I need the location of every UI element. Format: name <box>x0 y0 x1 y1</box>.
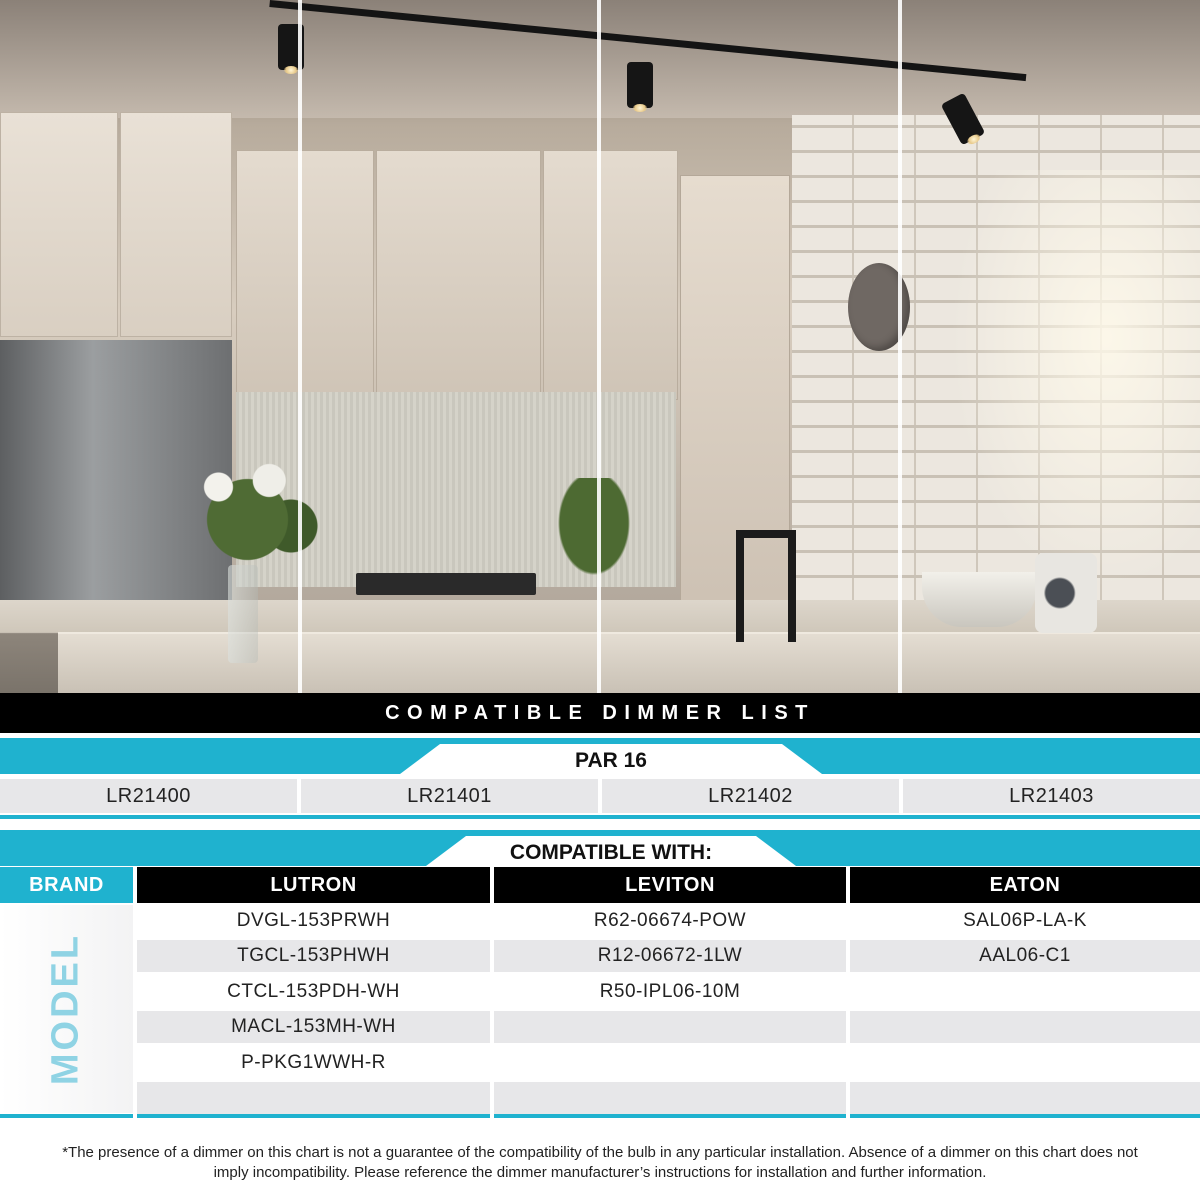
table-row <box>0 1082 1200 1114</box>
leviton-model <box>494 1011 846 1043</box>
section-divider <box>0 815 1200 819</box>
glass-vase <box>228 565 258 663</box>
leviton-model <box>494 1082 846 1114</box>
kitchen-faucet <box>736 530 796 642</box>
product-code: LR21403 <box>903 779 1200 813</box>
lutron-model: P-PKG1WWH-R <box>241 1052 386 1073</box>
leviton-model: R50-IPL06-10M <box>599 981 741 1002</box>
brand-eaton: EATON <box>850 867 1200 903</box>
disclaimer-footnote: *The presence of a dimmer on this chart is not a guarantee of the compatibility of the bulb in any particular installation. Absence of a dimmer on this chart does not imply incompatibility. Please reference the dimmer manufacturer’s instructions for installation and further information. <box>62 1144 1138 1181</box>
title-bar <box>0 693 1200 733</box>
product-row <box>0 779 1200 813</box>
table-row <box>0 1047 1200 1079</box>
eaton-model <box>850 1011 1200 1043</box>
leviton-model: R62-06674-POW <box>593 910 747 931</box>
table-bottom-line <box>850 1114 1200 1118</box>
photo-divider <box>597 0 601 693</box>
product-section-label: PAR 16 <box>575 749 647 772</box>
eaton-model: SAL06P-LA-K <box>963 910 1087 931</box>
photo-divider <box>898 0 902 693</box>
product-code: LR21402 <box>602 779 899 813</box>
lutron-model: DVGL-153PRWH <box>236 910 391 931</box>
table-bottom-line <box>494 1114 846 1118</box>
table-row <box>0 905 1200 937</box>
wall-cabinet <box>543 150 678 400</box>
potted-plant <box>556 478 632 578</box>
photo-divider <box>298 0 302 693</box>
lutron-model: TGCL-153PHWH <box>137 940 490 972</box>
fruit-bowl <box>922 572 1037 627</box>
upper-cabinet <box>0 112 118 337</box>
brand-header: BRAND <box>0 867 133 903</box>
leviton-model: R12-06672-1LW <box>494 940 846 972</box>
brand-lutron: LUTRON <box>137 867 490 903</box>
eaton-model <box>850 1047 1200 1079</box>
upper-cabinet <box>120 112 232 337</box>
table-row <box>0 1011 1200 1043</box>
eaton-model <box>850 1082 1200 1114</box>
lutron-model: MACL-153MH-WH <box>137 1011 490 1043</box>
compat-section-label: COMPATIBLE WITH: <box>509 841 713 864</box>
product-code: LR21400 <box>0 779 297 813</box>
brand-leviton: LEVITON <box>494 867 846 903</box>
lutron-model <box>137 1082 490 1114</box>
light-glow <box>950 170 1200 590</box>
table-row <box>0 976 1200 1008</box>
track-spotlight <box>627 62 653 108</box>
table-row <box>0 940 1200 972</box>
product-code: LR21401 <box>301 779 598 813</box>
page-title: COMPATIBLE DIMMER LIST <box>385 701 815 724</box>
wall-cabinet <box>236 150 374 400</box>
brand-header-row <box>0 867 1200 903</box>
table-bottom-line <box>137 1114 490 1118</box>
gas-cooktop <box>356 573 536 595</box>
table-bottom-line <box>0 1114 133 1118</box>
ceramic-jug <box>1035 553 1097 633</box>
eaton-model: AAL06-C1 <box>850 940 1200 972</box>
wall-cabinet <box>376 150 541 400</box>
leviton-model <box>494 1047 846 1079</box>
lutron-model: CTCL-153PDH-WH <box>227 981 400 1002</box>
model-label: MODEL <box>44 932 87 1086</box>
eaton-model <box>850 976 1200 1008</box>
